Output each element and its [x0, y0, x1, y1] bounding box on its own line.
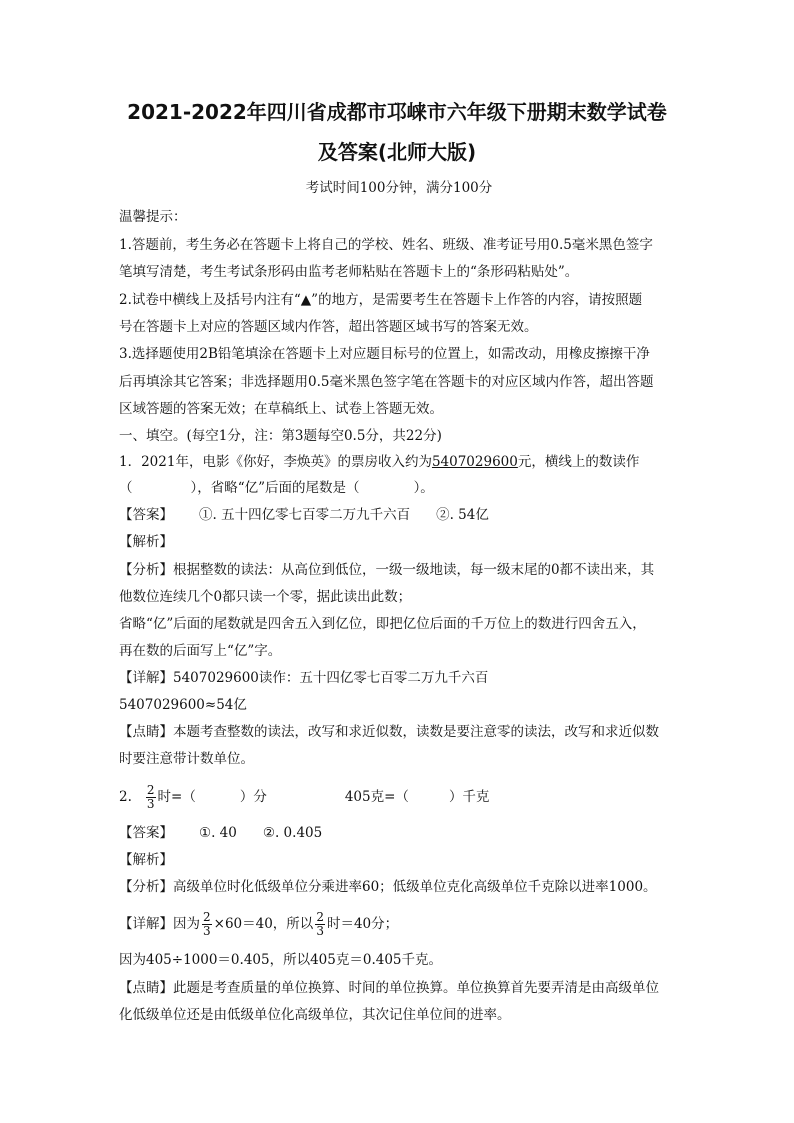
notice-line: 1.答题前，考生务必在答题卡上将自己的学校、姓名、班级、准考证号用0.5毫米黑色签字 [119, 237, 653, 253]
q1-blank-close: ）。 [413, 480, 434, 496]
section-heading: 一、填空。(每空1分，注：第3题每空0.5分，共22分) [119, 428, 442, 444]
q2-xiangjie-2: 因为405÷1000＝0.405，所以405克＝0.405千克。 [119, 952, 442, 968]
notice-line: 笔填写清楚，考生考试条形码由监考老师粘贴在答题卡上的“条形码粘贴处”。 [119, 264, 579, 280]
q2-fenxi: 【分析】高级单位时化低级单位分乘进率60；低级单位克化高级单位千克除以进率1000。 [119, 879, 657, 895]
document-title-line1: 2021-2022年四川省成都市邛崃市六年级下册期末数学试卷 [127, 100, 667, 124]
q2-stem-text: ）千克 [448, 789, 490, 805]
q2-fraction [202, 911, 212, 938]
answer-label: 【答案】 [119, 507, 173, 523]
answer-label: 【答案】 [119, 825, 173, 841]
fraction-denominator: 3 [146, 797, 155, 811]
fraction-denominator: 3 [203, 924, 211, 938]
q2-xiangjie-text: ×60＝40，所以 [213, 916, 314, 932]
q2-xiangjie-text: 【详解】因为 [119, 916, 200, 932]
q2-answer [119, 823, 679, 843]
q2-fraction [315, 911, 325, 938]
q1-jiexi-label: 【解析】 [119, 534, 173, 550]
question-1-stem [119, 452, 679, 472]
document-title-line2: 及答案(北师大版) [317, 140, 477, 164]
question-1-stem-line2 [119, 478, 679, 498]
q1-fenxi-line: 再在数的后面写上“亿”字。 [119, 643, 282, 659]
notice-line: 号在答题卡上对应的答题区域内作答，超出答题区域书写的答案无效。 [119, 319, 538, 335]
q2-number: 2. [119, 789, 132, 805]
notice-line: 后再填涂其它答案；非选择题用0.5毫米黑色签字笔在答题卡的对应区域内作答，超出答题 [119, 374, 654, 390]
fraction-numerator: 2 [203, 910, 211, 924]
q2-answer-2: ②. 0.405 [262, 825, 323, 841]
q1-xiangjie-approx: 5407029600≈54亿 [119, 697, 247, 713]
notice-line: 区域答题的答案无效；在草稿纸上、试卷上答题无效。 [119, 401, 443, 417]
q1-underlined-number: 5407029600 [431, 454, 518, 470]
q2-xiangjie-text: 时＝40分； [326, 916, 399, 932]
q1-fenxi-line: 省略“亿”后面的尾数就是四舍五入到亿位，即把亿位后面的千万位上的数进行四舍五入， [119, 616, 646, 632]
q1-answer [119, 505, 679, 525]
q1-dianjing-line: 【点睛】本题考查整数的读法，改写和求近似数，读数是要注意零的读法，改写和求近似数 [119, 724, 659, 740]
fraction-denominator: 3 [316, 924, 324, 938]
q1-blank-open: （ [119, 480, 133, 496]
fraction-numerator: 2 [316, 910, 324, 924]
q2-jiexi-label: 【解析】 [119, 852, 173, 868]
notice-heading: 温馨提示： [119, 209, 187, 225]
fraction-numerator: 2 [146, 783, 155, 797]
q1-xiangjie: 【详解】5407029600读作：五十四亿零七百零二万九千六百 [119, 670, 489, 686]
q1-dianjing-line: 时要注意带计数单位。 [119, 751, 254, 767]
q1-answer-1: ①. 五十四亿零七百零二万九千六百 [199, 507, 411, 523]
notice-line: 2.试卷中横线上及括号内注有“▲”的地方，是需要考生在答题卡上作答的内容，请按照题 [119, 292, 643, 308]
q2-xiangjie [119, 907, 679, 941]
q2-stem-text: ）分 [239, 789, 267, 805]
q1-fenxi-line: 他数位连续几个0都只读一个零，据此读出此数； [119, 589, 412, 605]
q2-answer-1: ①. 40 [199, 825, 237, 841]
exam-info: 考试时间100分钟，满分100分 [305, 180, 493, 196]
q2-stem-text: 时=（ [157, 789, 196, 805]
q1-stem-text: 1．2021年，电影《你好，李焕英》的票房收入约为 [119, 454, 432, 470]
q1-fenxi-line: 【分析】根据整数的读法：从高位到低位，一级一级地读，每一级末尾的0都不读出来，其 [119, 562, 655, 578]
q1-answer-2: ②. 54亿 [436, 507, 489, 523]
q2-stem-text: 405克=（ [344, 789, 409, 805]
notice-line: 3.选择题使用2B铅笔填涂在答题卡上对应题目标号的位置上，如需改动，用橡皮擦擦干净 [119, 346, 650, 362]
question-2-stem [119, 780, 679, 814]
q2-fraction [146, 784, 156, 811]
q2-dianjing-line: 【点睛】此题是考查质量的单位换算、时间的单位换算。单位换算首先要弄清是由高级单位 [119, 980, 659, 996]
q1-stem-text: 元，横线上的数读作 [517, 454, 640, 470]
q1-stem-text: ），省略“亿”后面的尾数是（ [190, 480, 360, 496]
q2-dianjing-line: 化低级单位还是由低级单位化高级单位，其次记住单位间的进率。 [119, 1007, 511, 1023]
